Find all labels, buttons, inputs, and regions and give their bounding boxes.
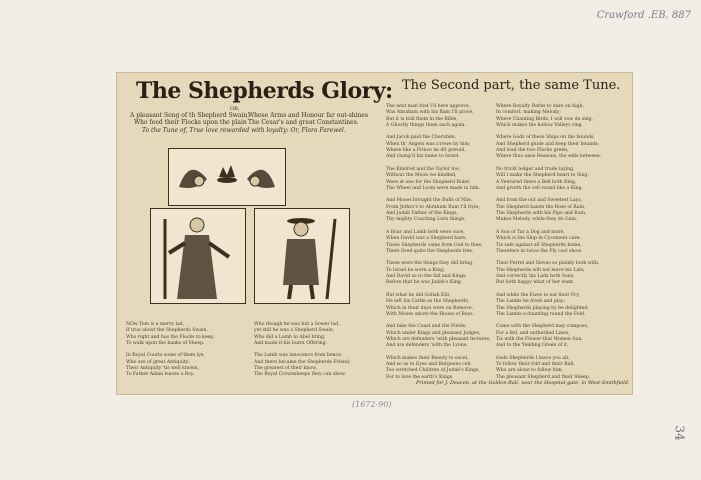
- woodcut-angels-crown: [168, 148, 286, 206]
- verse-line: And David so to the fall and Kings,: [386, 274, 467, 280]
- verse-line: Makes Melody, while they do Gain.: [496, 217, 578, 223]
- verse-line: Where Royalty Rarks to dare on high,: [496, 104, 584, 109]
- verse-line: Will I make the Shepherd heart to Sing:: [496, 173, 589, 179]
- verse-line: The Kindred and the Taylor too,: [386, 166, 461, 172]
- verse-line: A Boar and Lamb both were sure,: [386, 229, 465, 235]
- verse-line: Their Ferrel and Slaves so plainly both with,: [496, 261, 600, 267]
- verse-line: The Lambs a daunting round the Fold.: [496, 311, 586, 317]
- verse-line: And take the Coast and the Fields,: [386, 324, 467, 330]
- verse-line: And there became the Shepherds Friend,: [254, 359, 351, 365]
- verse-line: When th' Angels was a'rewe by him;: [386, 141, 471, 147]
- verse-line: And made it his burnt Offering.: [254, 340, 328, 346]
- verse-line: Tis safe against all Shepherds home,: [496, 242, 582, 248]
- ballad-title: The Shepherds Glory:: [136, 78, 393, 104]
- verse-line: Before that he was Judah's King.: [386, 280, 463, 286]
- verse-line: The next man that I'll here approve,: [386, 104, 471, 109]
- verse-line: And Shepherd guide and keep their bounds;: [496, 141, 600, 147]
- verse-line: The Shepherds playing by be delighted,: [496, 305, 589, 311]
- verse-line: And Moses brought the Bulls of Nile,: [386, 198, 473, 204]
- subtitle-left-1: A pleasant Song of th Shepherd Swain,: [130, 112, 250, 119]
- verse-line: There lived quite the Shepherds tree.: [386, 248, 474, 254]
- verse-line: The Shepherd bands the Rose of Rain,: [496, 204, 586, 210]
- verse-line: He left his Cattle as the Shepherds,: [386, 299, 470, 305]
- verse-column-right-b: [496, 104, 601, 381]
- verse-line: Where thus unse Reasons, the sells between.: [496, 154, 602, 160]
- verse-line: In comfort, making Melody;: [496, 110, 561, 116]
- verse-line: To follow their fold and their Ball,: [496, 362, 575, 368]
- verse-line: Which makes the hollow Valleys ring.: [496, 122, 584, 128]
- verse-line: To walk upon the banks of Sheep.: [126, 340, 205, 346]
- verse-line: yet still he was a Shepherd Swain,: [254, 328, 335, 334]
- subtitle-right-1: Whose Arms and Honour far out-shines: [248, 112, 369, 119]
- verse-line: With Moses smote the House of Boys.: [386, 311, 474, 317]
- verse-line: Thy mighty Coaching Lorn things.: [386, 217, 466, 223]
- verse-line: Which is the Ship in Cycement care:: [496, 236, 581, 242]
- verse-line: And are defenders 'with the Lyons.: [386, 343, 468, 349]
- woodcut-shepherd: [254, 208, 350, 304]
- verse-line: A Son of Tar a Dog and more,: [496, 229, 565, 235]
- tune-line: To the Tune of, True love rewarded with loyalty: Or, Flora Farewel.: [142, 127, 346, 134]
- verse-column-right-a: [386, 104, 490, 381]
- verse-line: A Ghostly things them such again.: [386, 122, 466, 128]
- verse-line: And correctly his Lads both Sons,: [496, 274, 575, 280]
- verse-line: But what he did Goliah Kill,: [386, 292, 451, 298]
- title-or: OR,: [230, 106, 240, 112]
- imprint-line: Printed for J. Deacon, at the Golden-Ball, near the Hospital-gate, in West-Smithfield.: [416, 380, 630, 386]
- verse-line: And lead the two Flocks green,: [496, 148, 569, 154]
- verse-line: From Jethro's to Abraham Ram I'll Oyle;: [386, 204, 480, 210]
- verse-line: But it is told them in the Bible,: [386, 116, 458, 122]
- verse-line: Without the Moon we kindled,: [386, 173, 457, 179]
- verse-line: But both happy what of her want.: [496, 280, 575, 286]
- verse-line: Tis with the Flower that Women Sun,: [496, 336, 583, 342]
- verse-line: And giveth the cell round like a King.: [496, 185, 583, 191]
- verse-line: The Lamb was innocence from hence,: [254, 353, 343, 359]
- verse-line: Which are defenders 'with pleasant lectures,: [386, 336, 491, 342]
- verse-line: To Israel be worn a King;: [386, 267, 445, 273]
- verse-line: The Royal Crownsheeps they can show.: [254, 372, 346, 378]
- verse-line: And so as to Eyes and Burgeons cell,: [386, 362, 472, 368]
- verse-line: To Father Adam leaves a Boy.: [126, 372, 195, 378]
- verse-line: NOw Tom is a merry lad,: [126, 322, 185, 327]
- verse-line: Their Antiquity 'tis well known,: [126, 366, 200, 372]
- verse-column-left-b: [254, 322, 350, 379]
- ballad-part-two-title: The Second part, the same Tune.: [402, 78, 621, 93]
- verse-line: The greatest of their know,: [254, 366, 317, 372]
- ballad-sheet: [116, 72, 633, 395]
- verse-column-left-a: [126, 322, 215, 379]
- verse-line: Who are alone to follow him,: [496, 368, 564, 374]
- verse-line: Who right and has the Flocks to keep,: [126, 334, 215, 340]
- verse-line: The pleasant Shepherd and their Sheep.: [496, 374, 591, 380]
- verse-line: Where like a Prince he dit prevail,: [386, 148, 466, 154]
- verse-line: Which in their days were on Remove,: [386, 305, 474, 311]
- verse-line: For to love the earth's Kings.: [386, 374, 454, 380]
- woodcut-shepherdess: [150, 208, 246, 304]
- verse-line: And from the out and Sweetest Lays,: [496, 198, 583, 204]
- verse-line: Who though he was but a Sower lad,: [254, 322, 340, 327]
- verse-line: And Judah Father of the Kings,: [386, 211, 458, 217]
- verse-line: These were the things they did bring,: [386, 261, 474, 267]
- verse-line: And to the Yielding Green of it.: [496, 343, 569, 349]
- verse-line: Which makes their Beauty to excel,: [386, 355, 469, 361]
- verse-line: And chang'd his name to Israel.: [386, 154, 460, 160]
- verse-line: The Shepherds with his Pipe and Rain,: [496, 211, 587, 217]
- verse-line: Too wretched Children of Judah's Kings,: [386, 368, 480, 374]
- verse-line: Where Gods of these Ships on the bounds,: [496, 135, 595, 141]
- verse-line: A Ventured there a Bell both Ring,: [496, 179, 577, 185]
- verse-line: If true about the Shepherds Swain,: [126, 328, 208, 334]
- verse-line: Was Abraham with his Ram I'll prove,: [386, 110, 474, 116]
- verse-line: Who did a Lamb to Abel bring,: [254, 334, 326, 340]
- pencil-shelfmark: Crawford .EB. 887: [596, 10, 691, 21]
- verse-line: Who are of great Antiquity:: [126, 359, 190, 365]
- subtitle-left-2: Who feed their Flocks upon the plain: [134, 119, 247, 126]
- pencil-number: 34: [672, 425, 687, 441]
- verse-line: Therefore in twice the Fly cool show.: [496, 248, 583, 254]
- verse-line: No trickt ledger and trade laying,: [496, 166, 575, 172]
- verse-line: When David was a Shepherd bare;: [386, 236, 467, 242]
- verse-line: The Wheel and Loom were made in him.: [386, 185, 481, 191]
- pencil-date: (1672-90): [352, 400, 392, 409]
- verse-line: In Royal Courts some of them lye,: [126, 353, 205, 359]
- verse-line: Come with the Shepherd may compose,: [496, 324, 589, 330]
- verse-line: The Shepherds will not leave his Lals;: [496, 267, 585, 273]
- verse-line: And while the Ewes to eat their Fry,: [496, 292, 580, 298]
- verse-line: For a fed, and untheriled Lines,: [496, 330, 570, 336]
- verse-line: The Lambs be fresh and play;: [496, 299, 566, 305]
- verse-line: Gods Shepherds I leave you all,: [496, 355, 570, 361]
- verse-line: And Jacob paid the Cherubim,: [386, 135, 457, 141]
- verse-line: Those Shepherds came from God to thee,: [386, 242, 483, 248]
- verse-line: Which under Kings and pleasant Judges,: [386, 330, 481, 336]
- verse-line: Were at one for the Shepherd Ruler,: [386, 179, 471, 185]
- verse-line: Where Chanting Birds, I will vow do sing,: [496, 116, 594, 122]
- subtitle-right-2: The Cesar's and great Constantines.: [248, 119, 359, 126]
